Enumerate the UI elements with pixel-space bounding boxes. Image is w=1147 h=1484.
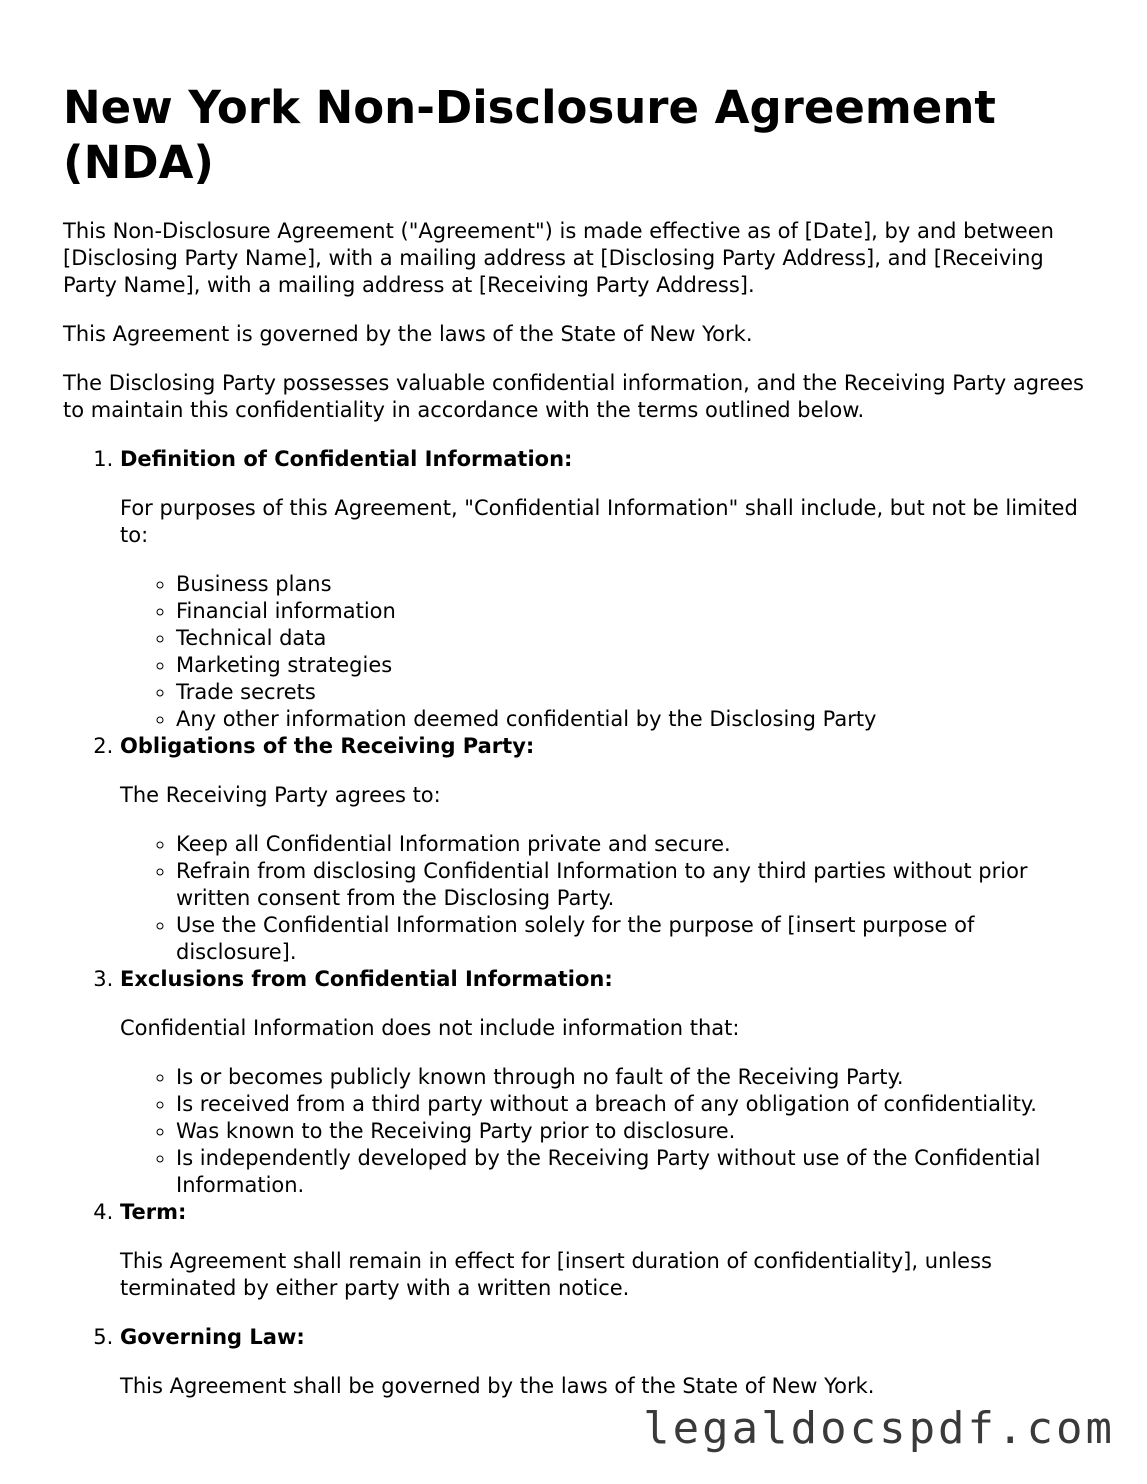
list-item: ◦ Technical data [176,625,1093,652]
list-item: ◦ Use the Confidential Information solely for the purpose of [insert purpose of disclosure]. [176,912,1093,966]
section-body: This Agreement shall be governed by the laws of the State of New York. [120,1374,875,1398]
list-item: ◦ Is or becomes publicly known through no fault of the Receiving Party. [176,1064,1093,1091]
list-item: ◦ Business plans [176,571,1093,598]
section-obligations [120,733,1093,966]
bullet-list [120,831,1093,966]
section-exclusions [120,966,1093,1199]
list-item: ◦ Is independently developed by the Receiving Party without use of the Confidential Information. [176,1145,1093,1199]
section-list [63,446,1093,1400]
section-title: 4. Term: [120,1200,187,1224]
section-governing-law [120,1324,1093,1400]
section-intro: For purposes of this Agreement, "Confidential Information" shall include, but not be limited to: [120,496,1078,547]
section-term [120,1199,1093,1302]
list-item: ◦ Is received from a third party without a breach of any obligation of confidentiality. [176,1091,1093,1118]
section-title: 2. Obligations of the Receiving Party: [120,734,535,758]
section-title: 3. Exclusions from Confidential Information: [120,967,613,991]
bullet-list [120,571,1093,733]
section-intro: The Receiving Party agrees to: [120,783,441,807]
governing-statement: This Agreement is governed by the laws of the State of New York. [63,322,753,346]
purpose-paragraph: The Disclosing Party possesses valuable confidential information, and the Receiving Party agrees to maintain this confidentiality in accordance with the terms outlined below. [63,371,1084,422]
document-page [63,80,1093,1422]
list-item: ◦ Any other information deemed confidential by the Disclosing Party [176,706,1093,733]
bullet-list [120,1064,1093,1199]
list-item: ◦ Marketing strategies [176,652,1093,679]
section-title: 5. Governing Law: [120,1325,305,1349]
list-item: ◦ Keep all Confidential Information private and secure. [176,831,1093,858]
section-body: This Agreement shall remain in effect for [insert duration of confidentiality], unless terminated by either party with a written notice. [120,1249,992,1300]
intro-paragraph: This Non-Disclosure Agreement ("Agreement") is made effective as of [Date], by and between [Disclosing Party Name], with a mailing address at [Disclosing Party Address], and [Receiving Party Name], with a mailing address at [Receiving Party Address]. [63,219,1054,297]
list-item: ◦ Financial information [176,598,1093,625]
section-intro: Confidential Information does not include information that: [120,1016,740,1040]
list-item: ◦ Trade secrets [176,679,1093,706]
list-item: ◦ Refrain from disclosing Confidential Information to any third parties without prior written consent from the Disclosing Party. [176,858,1093,912]
list-item: ◦ Was known to the Receiving Party prior to disclosure. [176,1118,1093,1145]
document-title: New York Non-Disclosure Agreement (NDA) [63,81,996,189]
section-title: 1. Definition of Confidential Information: [120,447,573,471]
section-definition [120,446,1093,733]
watermark: legaldocspdf.com [643,1403,1115,1454]
